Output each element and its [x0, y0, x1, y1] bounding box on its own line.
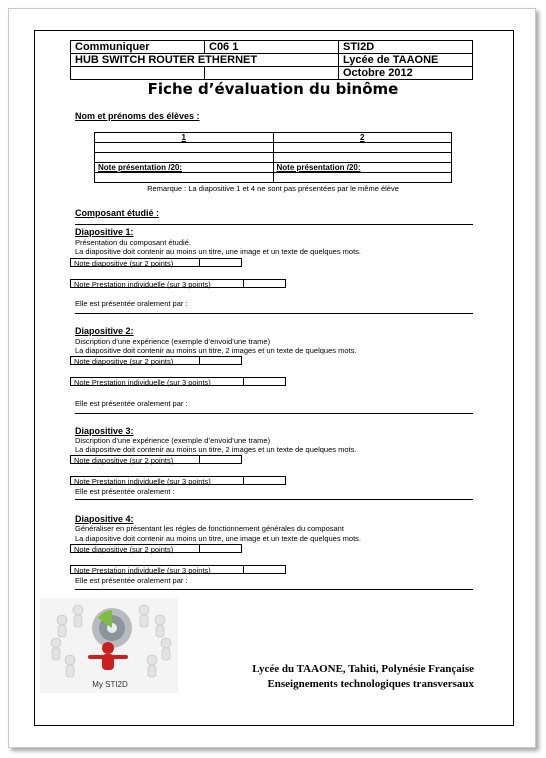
- header-school: Lycée de TAAONE: [339, 54, 473, 67]
- slide-4-note-prestation[interactable]: [70, 565, 286, 574]
- slide-1-line-2: La diapositive doit contenir au moins un titre, une image et un texte de quelques mots.: [75, 247, 362, 256]
- slide-2-note-prestation[interactable]: [70, 377, 286, 386]
- slide-3-line-2: La diapositive doit contenir au moins un titre, 2 images et un texte de quelques mots.: [75, 445, 357, 454]
- student-2-note[interactable]: Note présentation /20:: [273, 163, 452, 173]
- slide-1-heading: Diapositive 1:: [75, 227, 134, 237]
- slide-4-line-1: Généraliser en présentant les régles de fonctionnement générales du composant: [75, 524, 344, 533]
- student-1-name[interactable]: [95, 143, 274, 153]
- slide-3-note-prestation-label: Note Prestation individuelle (sur 3 points): [74, 477, 211, 486]
- header-date: Octobre 2012: [339, 67, 473, 80]
- slide-4-note-slide-label: Note diapositive (sur 2 points): [74, 545, 174, 554]
- student-2-firstname[interactable]: [273, 153, 452, 163]
- slide-2-line-2: La diapositive doit contenir au moins un titre, 2 images et un texte de quelques mots.: [75, 346, 357, 355]
- header-class: STI2D: [339, 41, 473, 54]
- student-2-name[interactable]: [273, 143, 452, 153]
- slide-1-note-slide[interactable]: [70, 258, 242, 267]
- slide-3-note-prestation[interactable]: [70, 476, 286, 485]
- page-title: Fiche d’évaluation du binôme: [147, 80, 399, 98]
- header-domain: Communiquer: [71, 41, 205, 54]
- slide-4-note-slide[interactable]: [70, 544, 242, 553]
- student-1-firstname[interactable]: [95, 153, 274, 163]
- student-col-1: 1: [95, 133, 274, 143]
- footer-department: Enseignements technologiques transversaux: [267, 678, 474, 690]
- remark-text: Remarque : La diapositive 1 et 4 ne sont pas présentées par le même élève: [147, 184, 399, 193]
- my-sti2d-logo: [40, 598, 178, 693]
- slide-4-presented: Elle est présentée oralement par :: [75, 576, 188, 585]
- slide-2-note-slide[interactable]: [70, 356, 242, 365]
- slide-2-line-1: Discription d’une expérience (exemple d’envoid’une trame): [75, 337, 271, 346]
- slide-2-note-slide-label: Note diapositive (sur 2 points): [74, 357, 174, 366]
- student-col-2: 2: [273, 133, 452, 143]
- logo-caption: My STI2D: [92, 680, 128, 689]
- slide-3-line-1: Discription d’une expérience (exemple d’envoid’une trame): [75, 436, 271, 445]
- slide-3-heading: Diapositive 3:: [75, 426, 134, 436]
- slide-3-line: [75, 499, 473, 500]
- students-table: [94, 132, 452, 183]
- slide-4-line: [75, 589, 473, 590]
- header-topic: HUB SWITCH ROUTER ETHERNET: [71, 54, 339, 67]
- slide-3-presented: Elle est présentée oralement :: [75, 487, 175, 496]
- slide-1-line-1: Présentation du composant étudié.: [75, 238, 191, 247]
- slide-3-note-slide[interactable]: [70, 455, 242, 464]
- slide-2-note-prestation-label: Note Prestation individuelle (sur 3 points): [74, 378, 211, 387]
- footer-school: Lycée du TAAONE, Tahiti, Polynésie Française: [252, 663, 474, 675]
- slide-4-note-prestation-label: Note Prestation individuelle (sur 3 points): [74, 566, 211, 575]
- students-section-label: Nom et prénoms des élèves :: [75, 111, 200, 121]
- slide-1-line: [75, 313, 473, 314]
- slide-1-note-slide-label: Note diapositive (sur 2 points): [74, 259, 174, 268]
- slide-1-note-prestation[interactable]: [70, 279, 286, 288]
- slide-4-heading: Diapositive 4:: [75, 514, 134, 524]
- header-code: C06 1: [205, 41, 339, 54]
- slide-2-line: [75, 413, 473, 414]
- component-line: [75, 224, 473, 225]
- student-1-note[interactable]: Note présentation /20:: [95, 163, 274, 173]
- header-table: [70, 40, 473, 80]
- slide-2-presented: Elle est présentée oralement par :: [75, 399, 188, 408]
- slide-3-note-slide-label: Note diapositive (sur 2 points): [74, 456, 174, 465]
- slide-2-heading: Diapositive 2:: [75, 326, 134, 336]
- slide-4-line-2: La diapositive doit contenir au moins un titre, une image et un texte de quelques mots.: [75, 534, 362, 543]
- slide-1-note-prestation-label: Note Prestation individuelle (sur 3 points): [74, 280, 211, 289]
- component-label: Composant étudié :: [75, 208, 160, 218]
- slide-1-presented: Elle est présentée oralement par :: [75, 299, 188, 308]
